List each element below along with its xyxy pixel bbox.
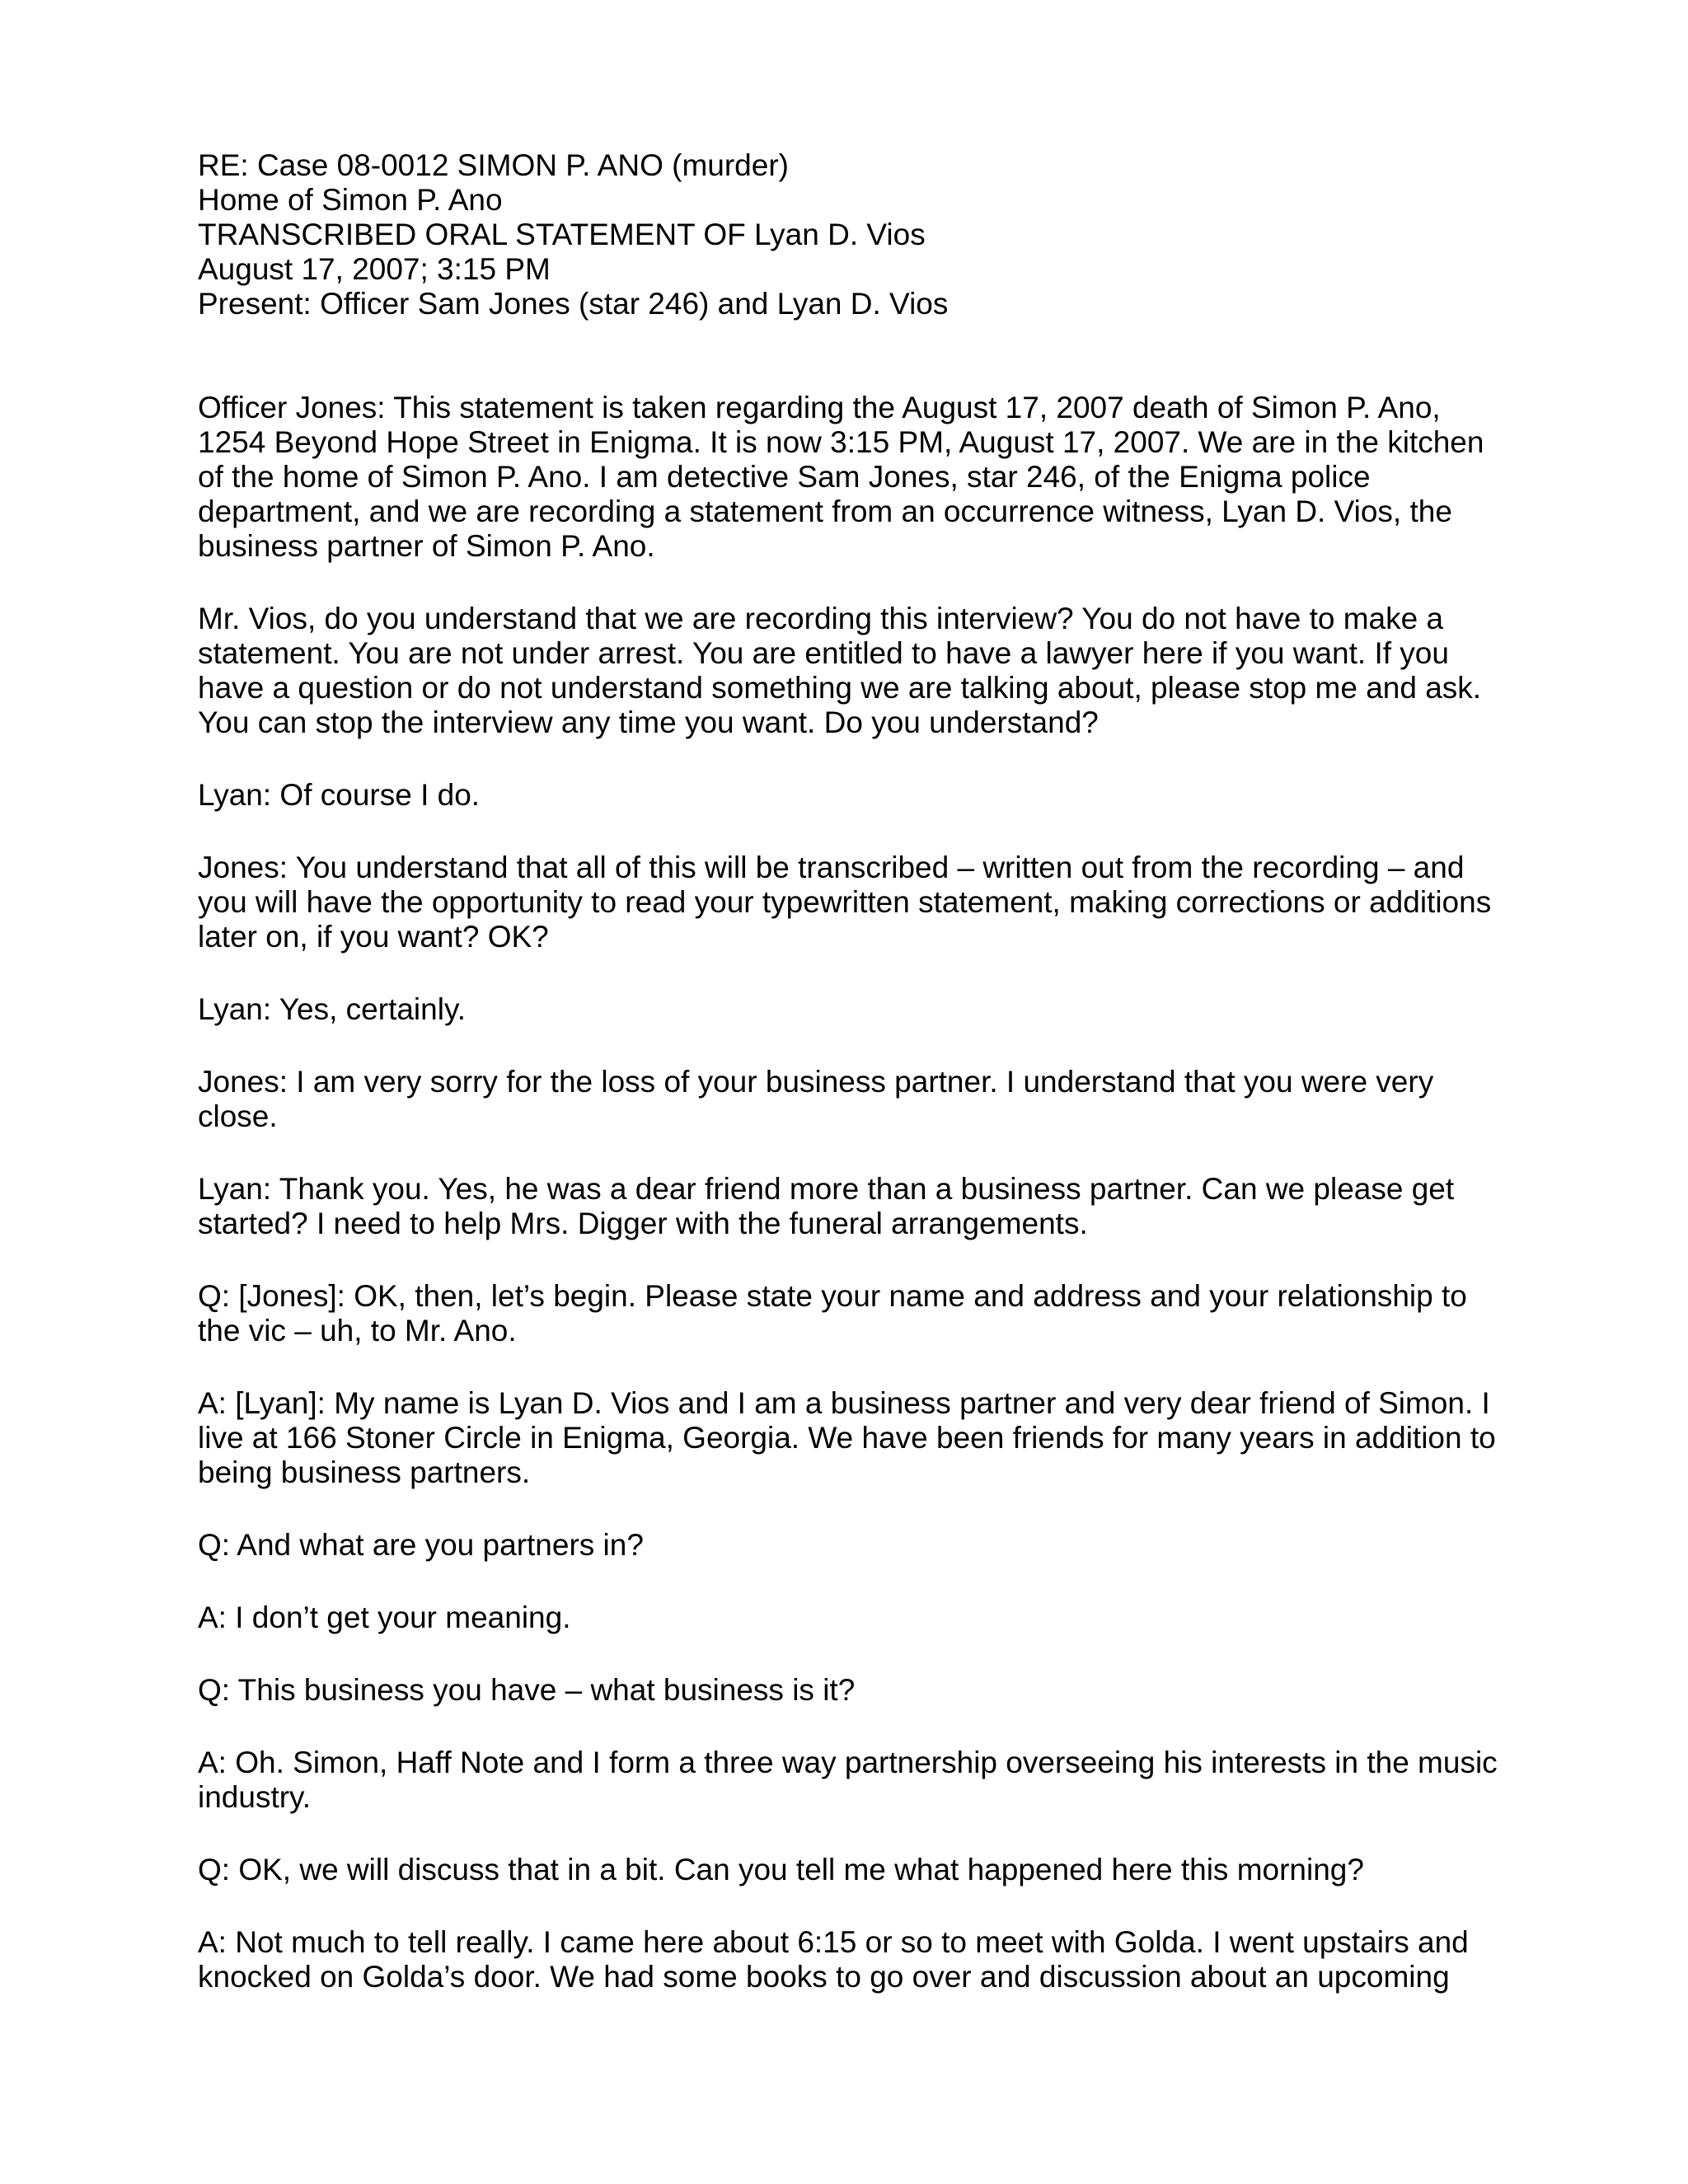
location-line: Home of Simon P. Ano (198, 183, 503, 217)
paragraph-question-name: Q: [Jones]: OK, then, let’s begin. Please state your name and address and your relationship to the vic – uh, to Mr. Ano. (198, 1279, 1467, 1347)
paragraph-question-partners: Q: And what are you partners in? (198, 1528, 644, 1562)
paragraph-condolence: Jones: I am very sorry for the loss of your business partner. I understand that you were very close. (198, 1065, 1434, 1133)
paragraph-answer-name: A: [Lyan]: My name is Lyan D. Vios and I am a business partner and very dear friend of Simon. I live at 166 Stoner Circle in Enigma, Georgia. We have been friends for many years in addition to being business partners. (198, 1386, 1496, 1489)
date-time-line: August 17, 2007; 3:15 PM (198, 252, 551, 286)
paragraph-answer-business: A: Oh. Simon, Haff Note and I form a three way partnership overseeing his interests in the music industry. (198, 1746, 1498, 1814)
paragraph-lyan-reply-1: Lyan: Of course I do. (198, 778, 481, 812)
paragraph-transcription-notice: Jones: You understand that all of this will be transcribed – written out from the recording – and you will have the opportunity to read your typewritten statement, making corrections or additions later on, if you want? OK? (198, 851, 1492, 954)
statement-title: TRANSCRIBED ORAL STATEMENT OF Lyan D. Vios (198, 218, 926, 251)
paragraph-lyan-reply-3: Lyan: Thank you. Yes, he was a dear friend more than a business partner. Can we please get started? I need to help Mrs. Digger with the funeral arrangements. (198, 1172, 1455, 1240)
document-body (198, 148, 1500, 1994)
paragraph-answer-meaning: A: I don’t get your meaning. (198, 1601, 571, 1634)
case-reference: RE: Case 08-0012 SIMON P. ANO (murder) (198, 148, 789, 182)
paragraph-rights-advisory: Mr. Vios, do you understand that we are recording this interview? You do not have to make a statement. You are not under arrest. You are entitled to have a lawyer here if you want. If you have a question or do not understand something we are talking about, please stop me and ask. You can stop the interview any time you want. Do you understand? (198, 602, 1482, 739)
document-header (198, 148, 1500, 321)
paragraph-question-morning: Q: OK, we will discuss that in a bit. Can you tell me what happened here this morning? (198, 1853, 1364, 1886)
paragraph-answer-morning: A: Not much to tell really. I came here about 6:15 or so to meet with Golda. I went upstairs and knocked on Golda’s door. We had some books to go over and discussion about an upcoming (198, 1925, 1469, 1994)
present-line: Present: Officer Sam Jones (star 246) and Lyan D. Vios (198, 287, 949, 321)
paragraph-question-business: Q: This business you have – what business is it? (198, 1673, 856, 1707)
paragraph-intro-statement: Officer Jones: This statement is taken regarding the August 17, 2007 death of Simon P. Ano, 1254 Beyond Hope Street in Enigma. It is now 3:15 PM, August 17, 2007. We are in the kitchen of the home of Simon P. Ano. I am detective Sam Jones, star 246, of the Enigma police department, and we are recording a statement from an occurrence witness, Lyan D. Vios, the business partner of Simon P. Ano. (198, 391, 1484, 563)
paragraph-lyan-reply-2: Lyan: Yes, certainly. (198, 992, 466, 1026)
